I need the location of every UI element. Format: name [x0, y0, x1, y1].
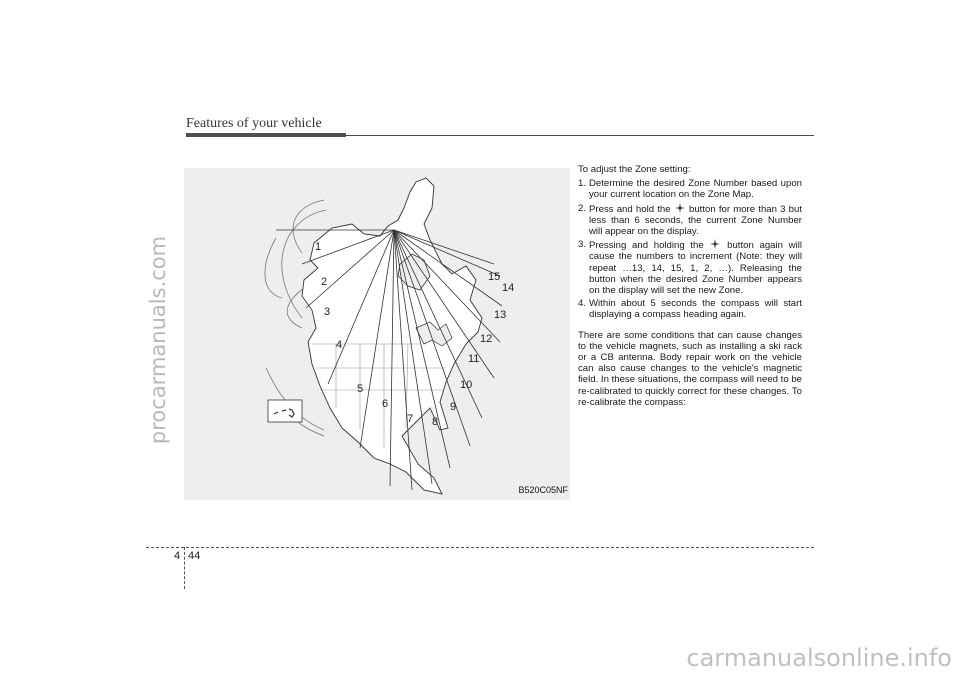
zone-label-7: 7	[407, 413, 414, 425]
zone-map	[184, 168, 570, 500]
zone-map-figure	[184, 168, 570, 500]
zone-label-5: 5	[357, 383, 364, 395]
zone-label-3: 3	[324, 306, 331, 318]
zone-label-13: 13	[494, 309, 507, 321]
compass-button-icon	[710, 239, 720, 249]
zone-label-11: 11	[468, 353, 480, 365]
step-1: 1. Determine the desired Zone Number based upon your current location on the Zone Map.	[578, 178, 802, 201]
instructions	[578, 164, 802, 408]
zone-label-10: 10	[460, 379, 473, 391]
header-rule-thin	[186, 135, 814, 136]
zone-label-2: 2	[321, 276, 328, 288]
zone-label-12: 12	[480, 333, 493, 345]
zone-label-8: 8	[432, 416, 439, 428]
compass-button-icon	[675, 203, 685, 213]
page-number: 44	[188, 550, 201, 562]
zone-label-6: 6	[382, 398, 389, 410]
footer-rule	[146, 547, 814, 548]
figure-caption: B520C05NF	[518, 485, 568, 495]
side-watermark: procarmanuals.com	[146, 235, 170, 445]
hawaii-inset	[268, 400, 302, 422]
bottom-watermark: carmanualsonline.info	[686, 644, 952, 672]
intro-text: To adjust the Zone setting:	[578, 164, 691, 175]
steps-list	[578, 178, 802, 320]
zone-label-15: 15	[488, 271, 501, 283]
chapter-number: 4	[174, 550, 181, 562]
zone-label-4: 4	[336, 339, 343, 351]
zone-label-1: 1	[315, 241, 322, 253]
footer-divider	[184, 547, 185, 589]
zone-label-14: 14	[502, 282, 515, 294]
conditions-paragraph: There are some conditions that can cause changes to the vehicle magnets, such as installing a ski rack or a CB antenna. Body repair work on the vehicle can also cause changes to the vehicle's magnetic field. In these situations, the compass will need to be re-calibrated to quickly correct for these changes. To re-calibrate the compass:	[578, 329, 802, 408]
step-4: 4. Within about 5 seconds the compass will start displaying a compass heading again.	[578, 298, 802, 321]
section-title: Features of your vehicle	[186, 116, 322, 131]
step-3: 3. Pressing and holding the button again will cause the numbers to increment (Note: they will repeat …13, 14, 15, 1, 2, …). Releasing the button when the desired Zone Number appears on the display will set the new Zone.	[578, 239, 802, 297]
zone-label-9: 9	[450, 401, 457, 413]
step-2: 2. Press and hold the button for more than 3 but less than 6 seconds, the current Zone Number will appear on the display.	[578, 202, 802, 238]
